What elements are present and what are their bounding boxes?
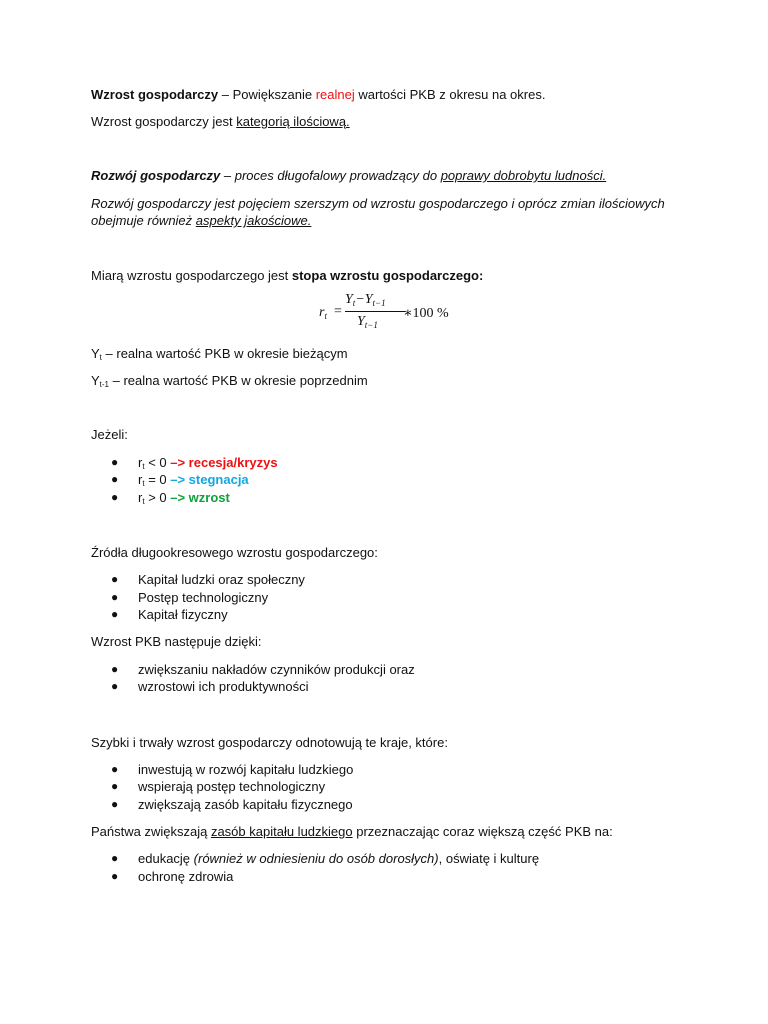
definition-yt: $Y_t$ – realna wartość PKB w okresie bieżącym [91, 346, 348, 362]
formula-denominator: $Y_{t-1}$ [357, 314, 378, 330]
text: – Powiększanie [218, 87, 316, 102]
text: Rozwój gospodarczy jest pojęciem szerszym od wzrostu gospodarczego i oprócz zmian ilościowych [91, 196, 665, 211]
paragraph-growth-definition [91, 86, 545, 103]
underlined-text: aspekty jakościowe. [195, 213, 312, 228]
bullet-icon: ● [111, 590, 119, 604]
definition-yt-1: $Y_{t-1}$ – realna wartość PKB w okresie poprzednim [91, 373, 368, 389]
underlined-text: kategorią ilościową. [236, 114, 350, 129]
bullet-icon: ● [111, 679, 119, 693]
list-item: wspierają postęp technologiczny [138, 779, 326, 794]
bullet-icon: ● [111, 851, 119, 865]
text: wartości PKB z okresu na okres. [354, 87, 546, 102]
fast-growth-intro: Szybki i trwały wzrost gospodarczy odnotowują te kraje, które: [91, 735, 448, 750]
underlined-text: poprawy dobrobytu ludności. [440, 168, 607, 183]
underlined-text: zasób kapitału ludzkiego [210, 824, 353, 839]
list-item: wzrostowi ich produktywności [138, 679, 309, 694]
term-rozwoj: Rozwój gospodarczy [91, 168, 221, 183]
bullet-icon: ● [111, 472, 119, 486]
term-wzrost: Wzrost gospodarczy [91, 87, 219, 102]
list-item: ochronę zdrowia [138, 869, 234, 884]
list-item: zwiększają zasób kapitału fizycznego [138, 797, 353, 812]
formula-numerator: $Y_t-Y_{t-1}$ [345, 292, 386, 308]
condition-stagnation: $r_t = 0$ –> stegnacja [138, 472, 249, 488]
condition-growth: $r_t > 0$ –> wzrost [138, 490, 230, 506]
highlight-realnej: realnej [315, 87, 355, 102]
bullet-icon: ● [111, 869, 119, 883]
list-item: Kapitał fizyczny [138, 607, 228, 622]
text: – proces długofalowy prowadzący do [220, 168, 441, 183]
condition-recession: $r_t < 0$ –> recesja/kryzys [138, 455, 278, 471]
sources-intro: Źródła długookresowego wzrostu gospodarczego: [91, 545, 378, 560]
formula-equals: = [334, 304, 342, 319]
bullet-icon: ● [111, 455, 119, 469]
text: obejmuje również [91, 213, 196, 228]
paragraph-development-line2 [91, 212, 311, 229]
bullet-icon: ● [111, 572, 119, 586]
bullet-icon: ● [111, 779, 119, 793]
paragraph-growth-category [91, 113, 350, 130]
text: Wzrost gospodarczy jest [91, 114, 237, 129]
bold-text: stopa wzrostu gospodarczego: [291, 268, 484, 283]
list-item: Kapitał ludzki oraz społeczny [138, 572, 305, 587]
bullet-icon: ● [111, 607, 119, 621]
paragraph-development-definition [91, 167, 606, 184]
states-intro: Państwa zwiększają zasób kapitału ludzkiego przeznaczając coraz większą część PKB na: [91, 824, 613, 839]
list-item: zwiększaniu nakładów czynników produkcji oraz [138, 662, 415, 677]
formula-lhs: $r_t$ [319, 305, 327, 321]
formula-multiplier: ∗100 % [403, 306, 449, 321]
list-item: inwestują w rozwój kapitału ludzkiego [138, 762, 354, 777]
text: Miarą wzrostu gospodarczego jest [91, 268, 292, 283]
bullet-icon: ● [111, 490, 119, 504]
list-item: Postęp technologiczny [138, 590, 269, 605]
growth-rate-formula [319, 292, 459, 332]
bullet-icon: ● [111, 662, 119, 676]
bullet-icon: ● [111, 762, 119, 776]
paragraph-measure [91, 267, 483, 284]
conditions-intro: Jeżeli: [91, 427, 128, 442]
list-item: edukację (również w odniesieniu do osób dorosłych), oświatę i kulturę [138, 851, 540, 866]
bullet-icon: ● [111, 797, 119, 811]
paragraph-development-line1 [91, 195, 665, 212]
fraction-bar [345, 311, 405, 312]
growth-intro: Wzrost PKB następuje dzięki: [91, 634, 262, 649]
